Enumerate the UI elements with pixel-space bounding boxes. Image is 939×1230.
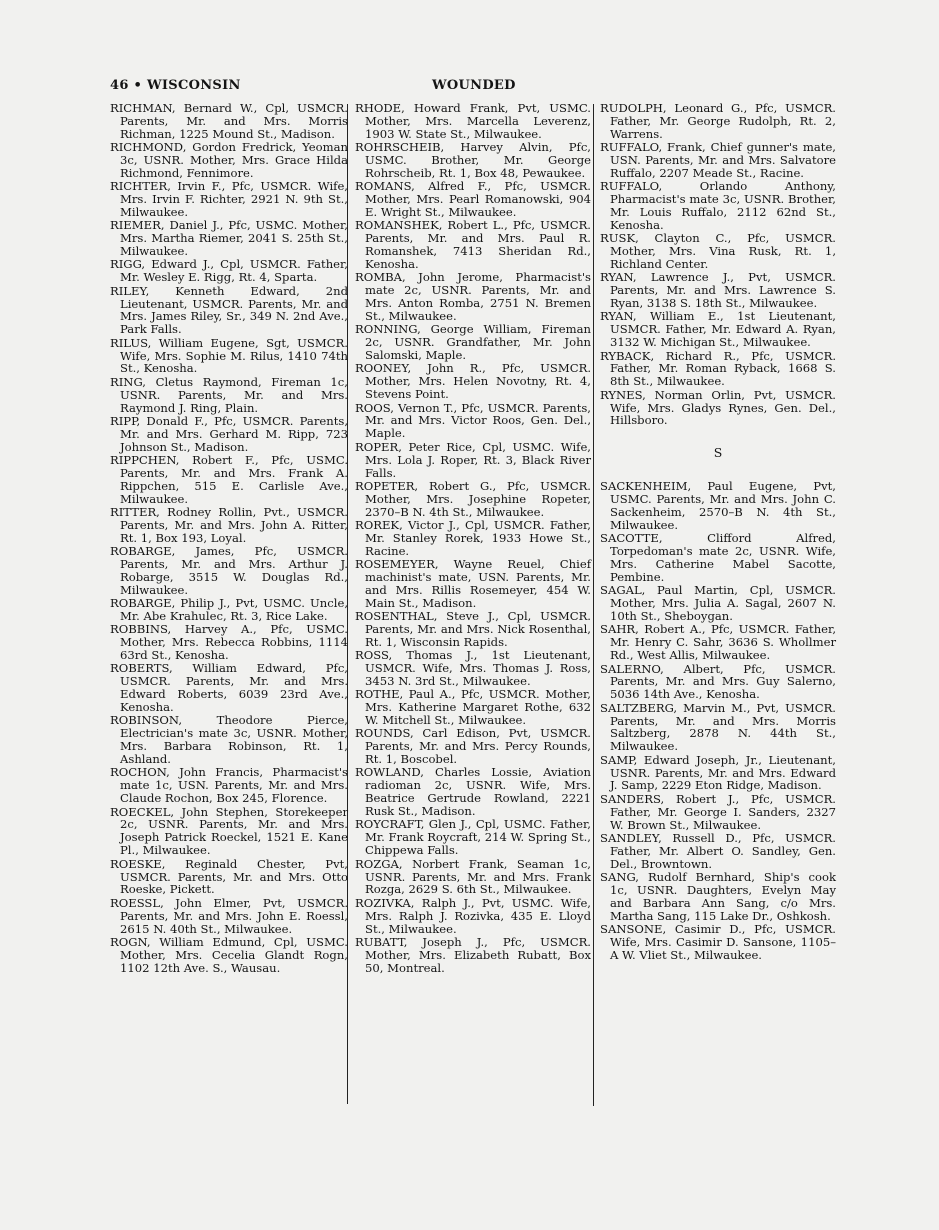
list-entry: SANDERS, Robert J., Pfc, USMCR. Father, Mr. George I. Sanders, 2327 W. Brown St., Milwaukee. [600, 791, 836, 832]
list-entry: SANG, Rudolf Bernhard, Ship's cook 1c, USNR. Daughters, Evelyn May and Barbara Ann Sang, c/o Mrs. Martha Sang, 115 Lake Dr., Oshkosh. [600, 870, 836, 923]
list-entry: ROBBINS, Harvey A., Pfc, USMC. Mother, Mrs. Rebecca Robbins, 1114 63rd St., Kenosha. [110, 622, 348, 663]
list-entry: ROBARGE, James, Pfc, USMCR. Parents, Mr. and Mrs. Arthur J. Robarge, 3515 W. Douglas Rd., Milwaukee. [110, 544, 348, 597]
list-entry: ROYCRAFT, Glen J., Cpl, USMC. Father, Mr. Frank Roycraft, 214 W. Spring St., Chippewa Falls. [355, 817, 591, 858]
list-entry: ROCHON, John Francis, Pharmacist's mate 1c, USN. Parents, Mr. and Mrs. Claude Rochon, Box 245, Florence. [110, 765, 348, 806]
list-entry: RYNES, Norman Orlin, Pvt, USMCR. Wife, Mrs. Gladys Rynes, Gen. Del., Hillsboro. [600, 387, 836, 428]
list-entry: SANDLEY, Russell D., Pfc, USMCR. Father, Mr. Albert O. Sandley, Gen. Del., Browntown. [600, 830, 836, 871]
list-entry: ROONEY, John R., Pfc, USMCR. Mother, Mrs. Helen Novotny, Rt. 4, Stevens Point. [355, 361, 591, 402]
list-entry: ROSENTHAL, Steve J., Cpl, USMCR. Parents, Mr. and Mrs. Nick Rosenthal, Rt. 1, Wisconsin Rapids. [355, 609, 591, 649]
page-header [110, 78, 835, 96]
list-entry: ROUNDS, Carl Edison, Pvt, USMCR. Parents, Mr. and Mrs. Percy Rounds, Rt. 1, Boscobel. [355, 726, 591, 767]
list-entry: ROZGA, Norbert Frank, Seaman 1c, USNR. Parents, Mr. and Mrs. Frank Rozga, 2629 S. 6th St., Milwaukee. [355, 856, 591, 897]
section-title: WOUNDED [432, 78, 516, 93]
list-entry: RIEMER, Daniel J., Pfc, USMC. Mother, Mrs. Martha Riemer, 2041 S. 25th St., Milwaukee. [110, 218, 348, 259]
list-entry: SALTZBERG, Marvin M., Pvt, USMCR. Parents, Mr. and Mrs. Morris Saltzberg, 2878 N. 44th St., Milwaukee. [600, 700, 836, 754]
list-entry: RYBACK, Richard R., Pfc, USMCR. Father, Mr. Roman Ryback, 1668 S. 8th St., Milwaukee. [600, 348, 836, 389]
list-entry: SAHR, Robert A., Pfc, USMCR. Father, Mr. Henry C. Sahr, 3636 S. Whollmer Rd., West Allis, Milwaukee. [600, 622, 836, 663]
column-2 [355, 102, 591, 975]
list-entry: ROSS, Thomas J., 1st Lieutenant, USMCR. Wife, Mrs. Thomas J. Ross, 3453 N. 3rd St., Milwaukee. [355, 648, 591, 688]
header-left [110, 78, 241, 93]
list-entry: RICHMAN, Bernard W., Cpl, USMCR. Parents, Mr. and Mrs. Morris Richman, 1225 Mound St., Madison. [110, 101, 348, 141]
column-divider-2 [593, 104, 594, 1106]
list-entry: ROESSL, John Elmer, Pvt, USMCR. Parents, Mr. and Mrs. John E. Roessl, 2615 N. 40th St., Milwaukee. [110, 895, 348, 936]
list-entry: RUDOLPH, Leonard G., Pfc, USMCR. Father, Mr. George Rudolph, Rt. 2, Warrens. [600, 101, 836, 141]
list-entry: ROBARGE, Philip J., Pvt, USMC. Uncle, Mr. Abe Krahulec, Rt. 3, Rice Lake. [110, 596, 348, 624]
list-entry: ROTHE, Paul A., Pfc, USMCR. Mother, Mrs. Katherine Margaret Rothe, 632 W. Mitchell St., Milwaukee. [355, 687, 591, 728]
list-entry: ROZIVKA, Ralph J., Pvt, USMC. Wife, Mrs. Ralph J. Rozivka, 435 E. Lloyd St., Milwaukee. [355, 895, 591, 936]
list-entry: RHODE, Howard Frank, Pvt, USMC. Mother, Mrs. Marcella Leverenz, 1903 W. State St., Milwaukee. [355, 101, 591, 141]
list-entry: RICHMOND, Gordon Fredrick, Yeoman 3c, USNR. Mother, Mrs. Grace Hilda Richmond, Fennimore. [110, 140, 348, 180]
list-entry: SAMP, Edward Joseph, Jr., Lieutenant, USNR. Parents, Mr. and Mrs. Edward J. Samp, 2229 Eton Ridge, Madison. [600, 752, 836, 793]
list-entry: ROMBA, John Jerome, Pharmacist's mate 2c, USNR. Parents, Mr. and Mrs. Anton Romba, 2751 N. Bremen St., Milwaukee. [355, 270, 591, 324]
list-entry: RYAN, William E., 1st Lieutenant, USMCR. Father, Mr. Edward A. Ryan, 3132 W. Michigan St., Milwaukee. [600, 309, 836, 350]
header-bullet: • [133, 78, 143, 93]
list-entry: ROECKEL, John Stephen, Storekeeper 2c, USNR. Parents, Mr. and Mrs. Joseph Patrick Roeckel, 1521 E. Kane Pl., Milwaukee. [110, 804, 348, 858]
list-entry: RICHTER, Irvin F., Pfc, USMCR. Wife, Mrs. Irvin F. Richter, 2921 N. 9th St., Milwaukee. [110, 179, 348, 220]
list-entry: RIPPCHEN, Robert F., Pfc, USMC. Parents, Mr. and Mrs. Frank A. Rippchen, 515 E. Carlisle Ave., Milwaukee. [110, 452, 348, 506]
list-entry: SACOTTE, Clifford Alfred, Torpedoman's mate 2c, USNR. Wife, Mrs. Catherine Mabel Sacotte, Pembine. [600, 531, 836, 585]
list-entry: RYAN, Lawrence J., Pvt, USMCR. Parents, Mr. and Mrs. Lawrence S. Ryan, 3138 S. 18th St., Milwaukee. [600, 270, 836, 311]
page-number: 46 [110, 78, 129, 93]
column-1 [110, 102, 348, 975]
column-3 [600, 102, 836, 962]
list-entry: RUFFALO, Orlando Anthony, Pharmacist's mate 3c, USNR. Brother, Mr. Louis Ruffalo, 2112 62nd St., Kenosha. [600, 179, 836, 232]
list-entry: ROPER, Peter Rice, Cpl, USMC. Wife, Mrs. Lola J. Roper, Rt. 3, Black River Falls. [355, 439, 591, 480]
section-letter-heading: S [713, 445, 723, 461]
list-entry: ROWLAND, Charles Lossie, Aviation radioman 2c, USNR. Wife, Mrs. Beatrice Gertrude Rowland, 2221 Rusk St., Madison. [355, 765, 591, 819]
list-entry: RONNING, George William, Fireman 2c, USNR. Grandfather, Mr. John Salomski, Maple. [355, 322, 591, 363]
list-entry: ROMANS, Alfred F., Pfc, USMCR. Mother, Mrs. Pearl Romanowski, 904 E. Wright St., Milwaukee. [355, 179, 591, 220]
list-entry: ROHRSCHEIB, Harvey Alvin, Pfc, USMC. Brother, Mr. George Rohrscheib, Rt. 1, Box 48, Pewaukee. [355, 140, 591, 180]
list-entry: ROOS, Vernon T., Pfc, USMCR. Parents, Mr. and Mrs. Victor Roos, Gen. Del., Maple. [355, 400, 591, 441]
list-entry: RIPP, Donald F., Pfc, USMCR. Parents, Mr. and Mrs. Gerhard M. Ripp, 723 Johnson St., Madison. [110, 413, 348, 454]
list-entry: SALERNO, Albert, Pfc, USMCR. Parents, Mr. and Mrs. Guy Salerno, 5036 14th Ave., Kenosha. [600, 661, 836, 702]
list-entry: ROGN, William Edmund, Cpl, USMC. Mother, Mrs. Cecelia Glandt Rogn, 1102 12th Ave. S., Wausau. [110, 934, 348, 975]
list-entry: ROSEMEYER, Wayne Reuel, Chief machinist's mate, USN. Parents, Mr. and Mrs. Rillis Rosemeyer, 454 W. Main St., Madison. [355, 557, 591, 610]
list-entry: RUFFALO, Frank, Chief gunner's mate, USN. Parents, Mr. and Mrs. Salvatore Ruffalo, 2207 Meade St., Racine. [600, 140, 836, 180]
list-entry: RITTER, Rodney Rollin, Pvt., USMCR. Parents, Mr. and Mrs. John A. Ritter, Rt. 1, Box 193, Loyal. [110, 505, 348, 545]
list-entry: ROPETER, Robert G., Pfc, USMCR. Mother, Mrs. Josephine Ropeter, 2370–B N. 4th St., Milwaukee. [355, 478, 591, 519]
list-entry: ROREK, Victor J., Cpl, USMCR. Father, Mr. Stanley Rorek, 1933 Howe St., Racine. [355, 517, 591, 558]
list-entry: ROESKE, Reginald Chester, Pvt, USMCR. Parents, Mr. and Mrs. Otto Roeske, Pickett. [110, 856, 348, 897]
list-entry: ROBINSON, Theodore Pierce, Electrician's mate 3c, USNR. Mother, Mrs. Barbara Robinson, Rt. 1, Ashland. [110, 713, 348, 767]
list-entry: RILUS, William Eugene, Sgt, USMCR. Wife, Mrs. Sophie M. Rilus, 1410 74th St., Kenosha. [110, 335, 348, 376]
list-entry: ROBERTS, William Edward, Pfc, USMCR. Parents, Mr. and Mrs. Edward Roberts, 6039 23rd Ave., Kenosha. [110, 661, 348, 715]
list-entry: SANSONE, Casimir D., Pfc, USMCR. Wife, Mrs. Casimir D. Sansone, 1105–A W. Vliet St., Milwaukee. [600, 922, 836, 962]
list-entry: RIGG, Edward J., Cpl, USMCR. Father, Mr. Wesley E. Rigg, Rt. 4, Sparta. [110, 257, 348, 285]
list-entry: RING, Cletus Raymond, Fireman 1c, USNR. Parents, Mr. and Mrs. Raymond J. Ring, Plain. [110, 374, 348, 415]
list-entry: SACKENHEIM, Paul Eugene, Pvt, USMC. Parents, Mr. and Mrs. John C. Sackenheim, 2570–B N. 4th St., Milwaukee. [600, 479, 836, 533]
list-entry: RUSK, Clayton C., Pfc, USMCR. Mother, Mrs. Vina Rusk, Rt. 1, Richland Center. [600, 231, 836, 272]
list-entry: RILEY, Kenneth Edward, 2nd Lieutenant, USMCR. Parents, Mr. and Mrs. James Riley, Sr., 349 N. 2nd Ave., Park Falls. [110, 283, 348, 337]
state-name: WISCONSIN [146, 78, 241, 93]
list-entry: RUBATT, Joseph J., Pfc, USMCR. Mother, Mrs. Elizabeth Rubatt, Box 50, Montreal. [355, 934, 591, 975]
list-entry: SAGAL, Paul Martin, Cpl, USMCR. Mother, Mrs. Julia A. Sagal, 2607 N. 10th St., Sheboygan. [600, 583, 836, 624]
list-entry: ROMANSHEK, Robert L., Pfc, USMCR. Parents, Mr. and Mrs. Paul R. Romanshek, 7413 Sheridan Rd., Kenosha. [355, 218, 591, 272]
